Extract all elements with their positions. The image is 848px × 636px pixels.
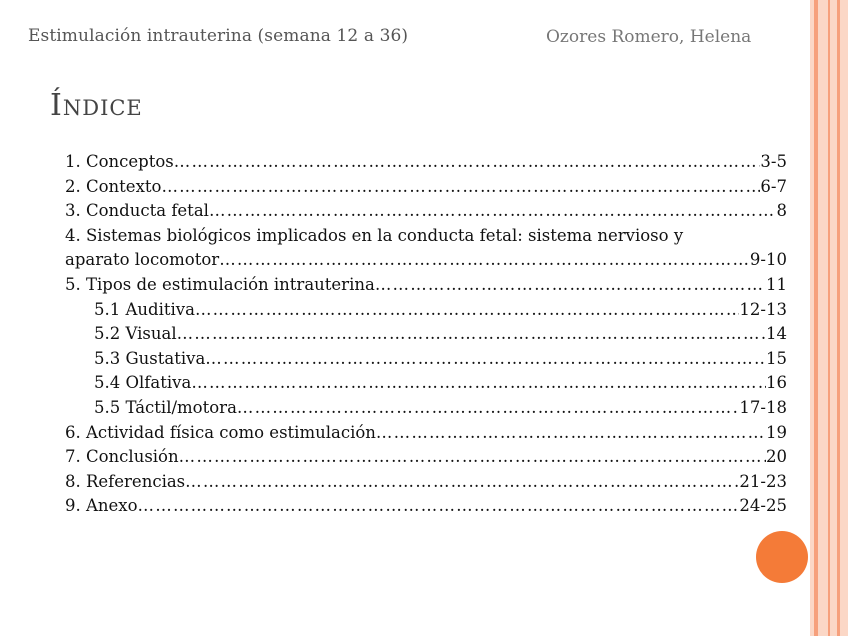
toc-leader-dots xyxy=(219,248,750,273)
toc-entry-page: 17-18 xyxy=(739,397,787,417)
toc-entry-label: 5.2 Visual xyxy=(94,324,177,344)
side-decoration-line xyxy=(837,0,840,636)
toc-entry-label: 8. Referencias xyxy=(65,471,186,491)
toc-subentry xyxy=(65,322,787,347)
toc-entry-label: 5.1 Auditiva xyxy=(94,299,195,319)
decorative-orange-circle xyxy=(756,531,808,583)
toc-entry-page: 24-25 xyxy=(739,496,787,516)
toc-entry xyxy=(65,273,787,298)
toc-entry-page: 14 xyxy=(766,324,787,344)
toc-entry-label: 5. Tipos de estimulación intrauterina xyxy=(65,274,375,294)
toc-subentry xyxy=(65,396,787,421)
page-title: Índice xyxy=(50,88,143,123)
toc-leader-dots xyxy=(375,273,766,298)
toc-subentry xyxy=(65,371,787,396)
toc-leader-dots xyxy=(195,298,739,323)
toc-leader-dots xyxy=(177,322,766,347)
toc-entry-page: 12-13 xyxy=(739,299,787,319)
toc-entry-page: 8 xyxy=(776,201,787,221)
toc-entry-label: 1. Conceptos xyxy=(65,152,174,171)
toc-entry-page: 6-7 xyxy=(760,176,787,196)
toc-entry xyxy=(65,470,787,495)
table-of-contents xyxy=(65,150,787,519)
toc-entry xyxy=(65,248,787,273)
toc-leader-dots xyxy=(185,470,739,495)
toc-entry-label: 5.3 Gustativa xyxy=(94,348,206,368)
toc-entry xyxy=(65,199,787,224)
toc-entry-first-line: 4. Sistemas biológicos implicados en la conducta fetal: sistema nervioso y xyxy=(65,225,684,245)
toc-entry-page: 16 xyxy=(766,373,787,393)
toc-entry xyxy=(65,445,787,470)
toc-entry xyxy=(65,494,787,519)
toc-leader-dots xyxy=(191,371,766,396)
toc-leader-dots xyxy=(161,175,760,200)
toc-entry-label: 6. Actividad física como estimulación xyxy=(65,422,376,442)
toc-entry-page: 21-23 xyxy=(739,471,787,491)
toc-leader-dots xyxy=(138,494,740,519)
toc-leader-dots xyxy=(174,150,761,175)
toc-leader-dots xyxy=(209,199,777,224)
toc-entry-label: 2. Contexto xyxy=(65,176,162,196)
toc-leader-dots xyxy=(376,421,766,446)
toc-leader-dots xyxy=(237,396,740,421)
toc-entry-page: 9-10 xyxy=(749,250,787,270)
toc-leader-dots xyxy=(205,347,766,372)
toc-entry-label: 3. Conducta fetal xyxy=(65,201,209,221)
side-decoration-line xyxy=(828,0,830,636)
toc-entry-page: 20 xyxy=(766,447,787,467)
toc-entry xyxy=(65,175,787,200)
toc-entry-page: 15 xyxy=(766,348,787,368)
side-decoration-line xyxy=(814,0,818,636)
toc-subentry xyxy=(65,298,787,323)
document-title-header: Estimulación intrauterina (semana 12 a 36) xyxy=(28,26,409,46)
toc-entry-label: aparato locomotor xyxy=(65,250,220,270)
toc-entry-label: 7. Conclusión xyxy=(65,447,179,467)
toc-entry-page: 11 xyxy=(766,274,787,294)
author-header: Ozores Romero, Helena xyxy=(546,27,752,47)
toc-entry-page: 19 xyxy=(766,422,787,442)
toc-entry xyxy=(65,421,787,446)
toc-entry-label: 5.5 Táctil/motora xyxy=(94,397,237,417)
toc-entry xyxy=(65,150,787,175)
toc-subentry xyxy=(65,347,787,372)
toc-entry-label: 5.4 Olfativa xyxy=(94,373,192,393)
toc-leader-dots xyxy=(179,445,766,470)
toc-entry-label: 9. Anexo xyxy=(65,496,138,516)
toc-entry-page: 3-5 xyxy=(760,152,787,171)
